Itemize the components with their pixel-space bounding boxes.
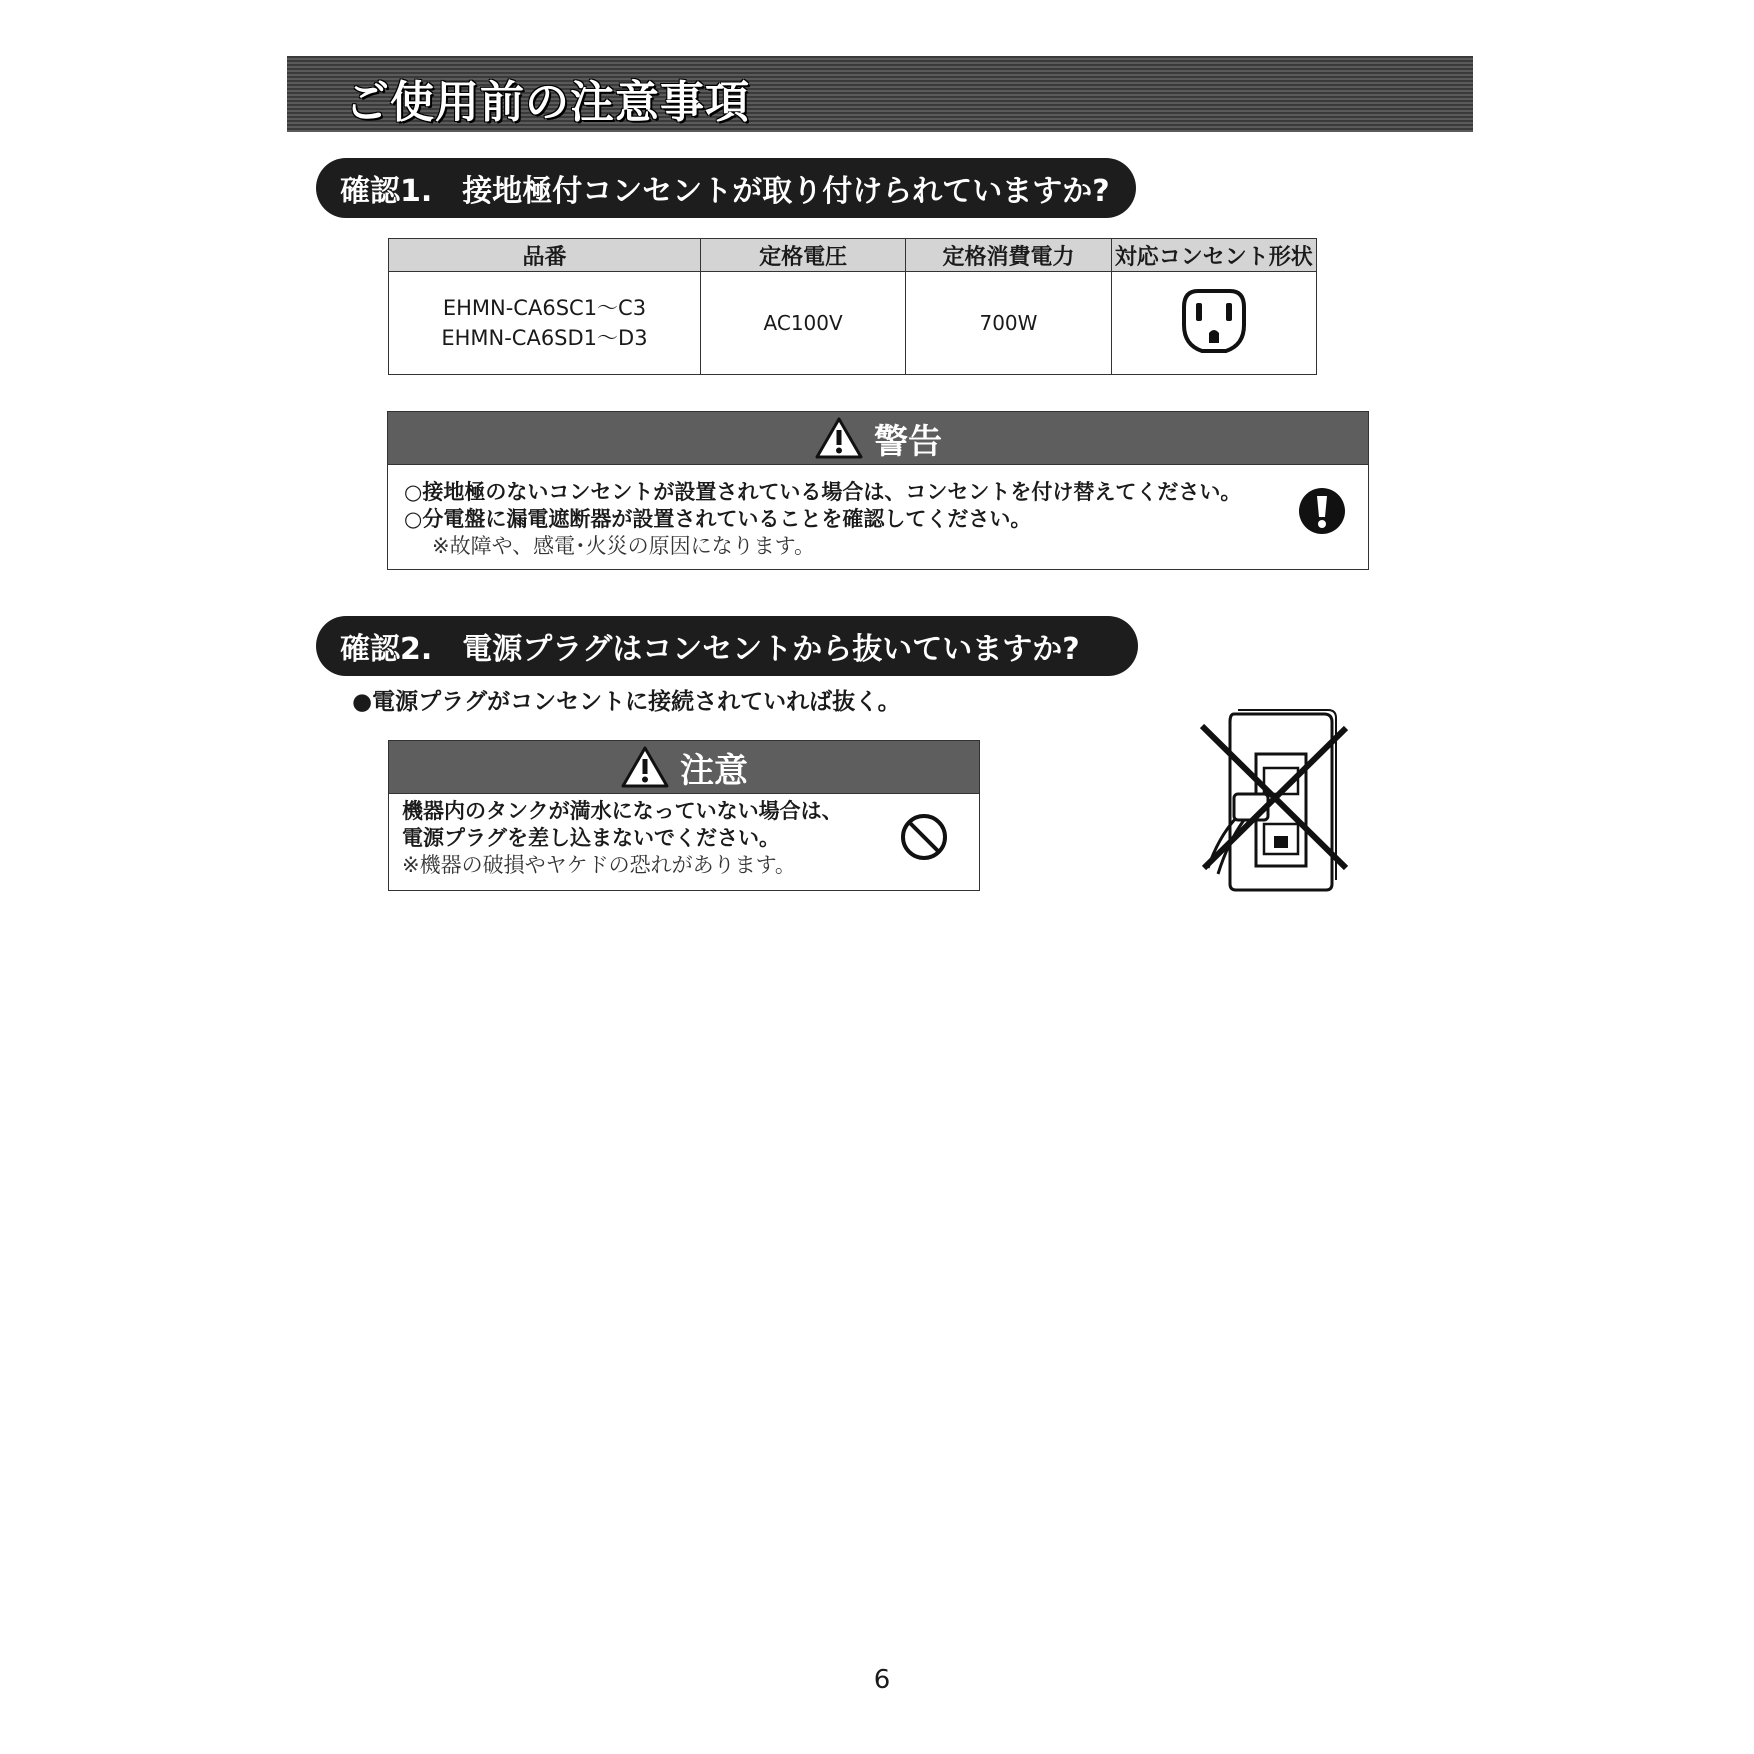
- caution-line-2: 電源プラグを差し込まないでください。: [402, 826, 780, 850]
- caution-header: [389, 741, 979, 794]
- section1-heading: [316, 158, 1136, 218]
- spec-table-row: [389, 272, 1317, 375]
- cell-outlet: [1111, 272, 1316, 375]
- page-number: 6: [873, 1665, 891, 1695]
- section1-title: 接地極付コンセントが取り付けられていますか?: [462, 174, 1110, 209]
- cell-voltage: AC100V: [700, 272, 905, 375]
- spec-table: [388, 238, 1317, 375]
- cell-models: [389, 272, 701, 375]
- spec-table-header-row: [389, 239, 1317, 272]
- warning-header: [388, 412, 1368, 465]
- caution-box: [388, 740, 980, 891]
- section1-number: 確認1.: [340, 174, 433, 209]
- caution-title: 注意: [680, 750, 748, 791]
- section2-instruction: ●電源プラグがコンセントに接続されていれば抜く。: [352, 689, 901, 715]
- warning-note: ※故障や、感電･火災の原因になります。: [432, 534, 815, 558]
- warning-triangle-icon: [814, 416, 864, 460]
- section2-title: 電源プラグはコンセントから抜いていますか?: [462, 632, 1080, 667]
- header-voltage: 定格電圧: [700, 239, 905, 272]
- mandatory-exclamation-icon: [1298, 487, 1346, 535]
- page-title-banner: [287, 56, 1473, 132]
- model-1: EHMN-CA6SC1～C3: [442, 296, 647, 320]
- section2-heading: [316, 616, 1138, 676]
- caution-body: [389, 794, 979, 879]
- section2-number: 確認2.: [340, 632, 433, 667]
- warning-line-1: ○接地極のないコンセントが設置されている場合は、コンセントを付け替えてください。: [404, 480, 1242, 504]
- unplugged-outlet-illustration-icon: [1198, 708, 1348, 894]
- header-outlet-shape: 対応コンセント形状: [1111, 239, 1316, 272]
- prohibited-icon: [899, 812, 949, 862]
- caution-triangle-icon: [620, 745, 670, 789]
- caution-note: ※機器の破損やヤケドの恐れがあります。: [402, 853, 796, 877]
- model-2: EHMN-CA6SD1～D3: [441, 326, 648, 350]
- caution-line-1: 機器内のタンクが満水になっていない場合は、: [402, 799, 843, 823]
- warning-line-2: ○分電盤に漏電遮断器が設置されていることを確認してください。: [404, 507, 1032, 531]
- grounded-outlet-icon: [1178, 285, 1250, 357]
- header-power: 定格消費電力: [906, 239, 1111, 272]
- warning-box: [387, 411, 1369, 570]
- warning-body: [388, 465, 1368, 560]
- page-title: ご使用前の注意事項: [345, 77, 750, 128]
- header-model: 品番: [389, 239, 701, 272]
- cell-power: 700W: [906, 272, 1111, 375]
- warning-title: 警告: [874, 421, 942, 462]
